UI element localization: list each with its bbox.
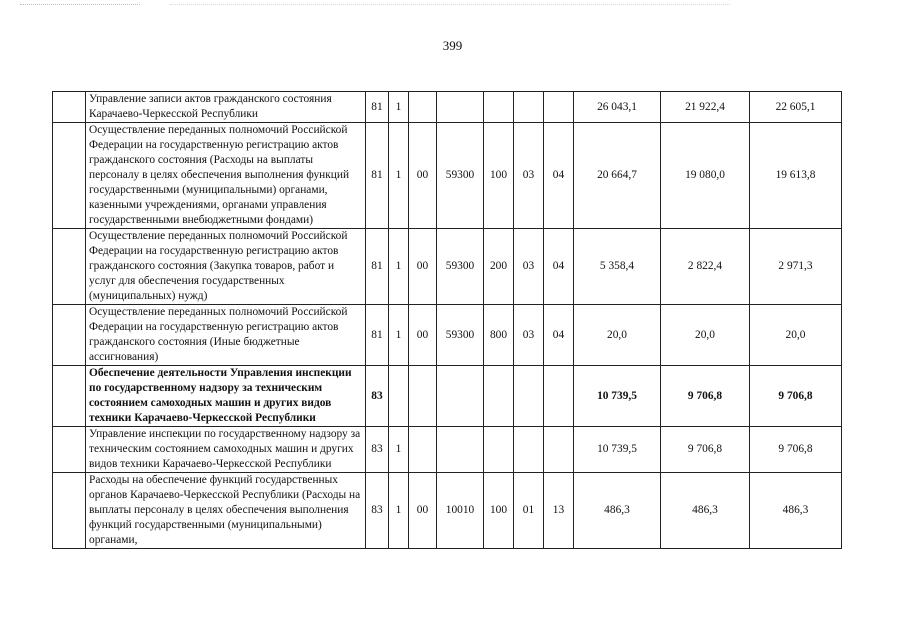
- table-row: [53, 123, 842, 229]
- amount-year-1: 10 739,5: [574, 427, 661, 473]
- chapter-code: 01: [514, 473, 544, 549]
- amount-year-2: 20,0: [661, 305, 750, 366]
- table-row: [53, 427, 842, 473]
- chapter-code: [514, 366, 544, 427]
- subchapter-code: [544, 92, 574, 123]
- scan-artifact-line: [170, 4, 730, 6]
- amount-year-3: 2 971,3: [750, 229, 842, 305]
- table-row: [53, 366, 842, 427]
- row-name: Управление инспекции по государственному надзору за техническим состоянием самоходных машин и других видов техники Карачаево-Черкесской Республики: [86, 427, 366, 473]
- row-marker-cell: [53, 305, 86, 366]
- section-code: 1: [389, 305, 409, 366]
- expense-type-code: [484, 92, 514, 123]
- section-code: 1: [389, 427, 409, 473]
- subprogram-code: 00: [409, 473, 437, 549]
- table-row: [53, 229, 842, 305]
- subchapter-code: 04: [544, 229, 574, 305]
- section-code: 1: [389, 92, 409, 123]
- amount-year-3: 9 706,8: [750, 366, 842, 427]
- target-article-code: 59300: [437, 229, 484, 305]
- expense-type-code: 800: [484, 305, 514, 366]
- admin-code: 81: [366, 305, 389, 366]
- amount-year-1: 20 664,7: [574, 123, 661, 229]
- row-name: Обеспечение деятельности Управления инспекции по государственному надзору за техническим состоянием самоходных машин и других видов техники Карачаево-Черкесской Республики: [86, 366, 366, 427]
- target-article-code: [437, 366, 484, 427]
- amount-year-2: 19 080,0: [661, 123, 750, 229]
- admin-code: 81: [366, 92, 389, 123]
- row-marker-cell: [53, 123, 86, 229]
- subchapter-code: 13: [544, 473, 574, 549]
- expense-type-code: [484, 427, 514, 473]
- row-marker-cell: [53, 92, 86, 123]
- admin-code: 83: [366, 473, 389, 549]
- amount-year-1: 20,0: [574, 305, 661, 366]
- target-article-code: [437, 427, 484, 473]
- admin-code: 83: [366, 366, 389, 427]
- subchapter-code: 04: [544, 305, 574, 366]
- subprogram-code: [409, 92, 437, 123]
- row-name: Управление записи актов гражданского состояния Карачаево-Черкесской Республики: [86, 92, 366, 123]
- amount-year-2: 21 922,4: [661, 92, 750, 123]
- subprogram-code: 00: [409, 123, 437, 229]
- section-code: [389, 366, 409, 427]
- chapter-code: 03: [514, 229, 544, 305]
- amount-year-2: 486,3: [661, 473, 750, 549]
- expense-type-code: 200: [484, 229, 514, 305]
- subprogram-code: [409, 427, 437, 473]
- subprogram-code: [409, 366, 437, 427]
- expense-type-code: [484, 366, 514, 427]
- amount-year-3: 19 613,8: [750, 123, 842, 229]
- amount-year-1: 5 358,4: [574, 229, 661, 305]
- amount-year-2: 2 822,4: [661, 229, 750, 305]
- amount-year-3: 9 706,8: [750, 427, 842, 473]
- admin-code: 83: [366, 427, 389, 473]
- chapter-code: 03: [514, 305, 544, 366]
- subchapter-code: [544, 366, 574, 427]
- table-row: [53, 92, 842, 123]
- row-name: Осуществление переданных полномочий Российской Федерации на государственную регистрацию актов гражданского состояния (Расходы на выплаты персоналу в целях обеспечения выполнения функций государственными (муниципальными) органами, казенными учреждениями, органами управления государственными внебюджетными фондами): [86, 123, 366, 229]
- amount-year-2: 9 706,8: [661, 366, 750, 427]
- row-marker-cell: [53, 229, 86, 305]
- amount-year-3: 20,0: [750, 305, 842, 366]
- admin-code: 81: [366, 229, 389, 305]
- row-name: Расходы на обеспечение функций государственных органов Карачаево-Черкесской Республики (Расходы на выплаты персоналу в целях обеспечения выполнения функций государственными (муниципальными) органами,: [86, 473, 366, 549]
- row-marker-cell: [53, 473, 86, 549]
- target-article-code: 59300: [437, 123, 484, 229]
- row-name: Осуществление переданных полномочий Российской Федерации на государственную регистрацию актов гражданского состояния (Закупка товаров, работ и услуг для обеспечения государственных (муниципальных) нужд): [86, 229, 366, 305]
- amount-year-3: 486,3: [750, 473, 842, 549]
- page-number: 399: [442, 38, 463, 53]
- amount-year-1: 26 043,1: [574, 92, 661, 123]
- chapter-code: [514, 427, 544, 473]
- amount-year-2: 9 706,8: [661, 427, 750, 473]
- expense-type-code: 100: [484, 473, 514, 549]
- amount-year-1: 10 739,5: [574, 366, 661, 427]
- subchapter-code: 04: [544, 123, 574, 229]
- chapter-code: [514, 92, 544, 123]
- row-marker-cell: [53, 366, 86, 427]
- admin-code: 81: [366, 123, 389, 229]
- row-name: Осуществление переданных полномочий Российской Федерации на государственную регистрацию актов гражданского состояния (Иные бюджетные ассигнования): [86, 305, 366, 366]
- expense-type-code: 100: [484, 123, 514, 229]
- target-article-code: [437, 92, 484, 123]
- target-article-code: 59300: [437, 305, 484, 366]
- table-row: [53, 473, 842, 549]
- budget-table: [52, 91, 842, 549]
- row-marker-cell: [53, 427, 86, 473]
- target-article-code: 10010: [437, 473, 484, 549]
- subchapter-code: [544, 427, 574, 473]
- table-row: [53, 305, 842, 366]
- section-code: 1: [389, 473, 409, 549]
- subprogram-code: 00: [409, 229, 437, 305]
- amount-year-1: 486,3: [574, 473, 661, 549]
- chapter-code: 03: [514, 123, 544, 229]
- subprogram-code: 00: [409, 305, 437, 366]
- scan-artifact-line: [20, 4, 140, 6]
- amount-year-3: 22 605,1: [750, 92, 842, 123]
- section-code: 1: [389, 123, 409, 229]
- section-code: 1: [389, 229, 409, 305]
